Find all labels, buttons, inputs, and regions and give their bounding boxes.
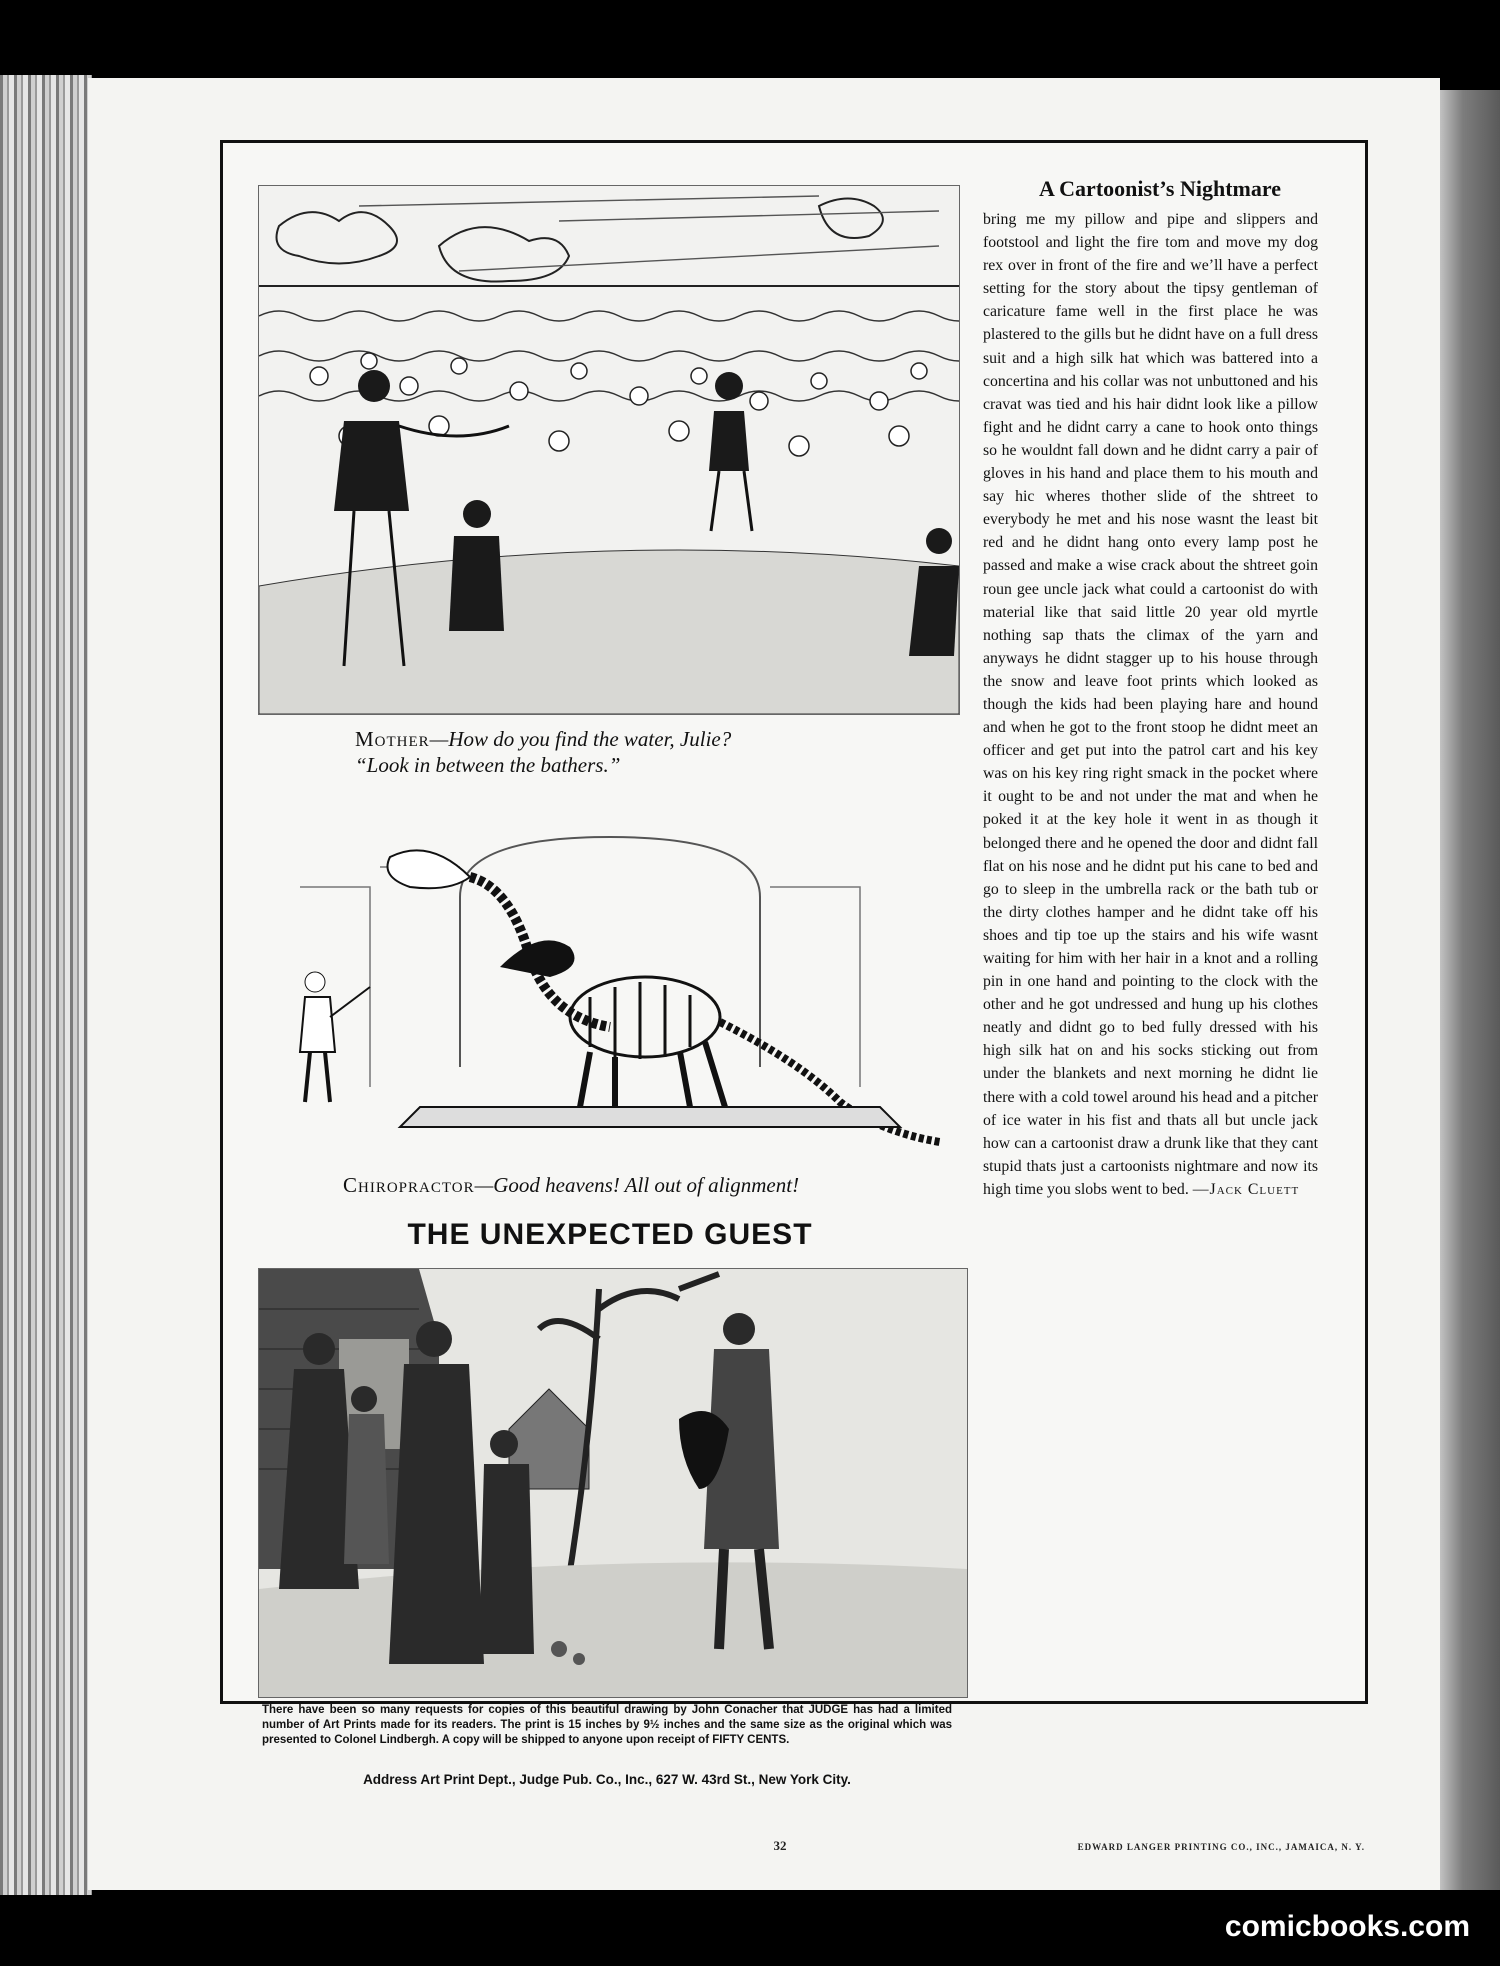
guest-cartoon — [258, 1268, 968, 1698]
beach-caption-line1: —How do you find the water, Julie? — [429, 727, 732, 751]
dinosaur-caption-speaker: Chiropractor — [343, 1173, 475, 1197]
watermark: comicbooks.com — [1224, 1910, 1470, 1943]
beach-caption-speaker: Mother — [355, 727, 430, 751]
beach-cartoon-icon — [259, 186, 959, 714]
dinosaur-skeleton-icon — [270, 807, 960, 1167]
page-number: 32 — [773, 1838, 787, 1853]
art-print-address: Address Art Print Dept., Judge Pub. Co., Inc., 627 W. 43rd St., New York City. — [363, 1772, 851, 1787]
article-title: A Cartoonist’s Nightmare — [1039, 176, 1281, 201]
printer-credit: EDWARD LANGER PRINTING CO., INC., JAMAICA, N. Y. — [1077, 1842, 1365, 1852]
article-body — [983, 208, 1318, 1201]
beach-caption-line2: “Look in between the bathers.” — [355, 753, 621, 777]
beach-cartoon — [258, 185, 960, 715]
dinosaur-cartoon — [270, 807, 960, 1167]
guest-title: THE UNEXPECTED GUEST — [407, 1218, 813, 1251]
book-spine-left — [0, 75, 92, 1895]
art-print-note: There have been so many requests for copies of this beautiful drawing by John Conacher that JUDGE has had a limited number of Art Prints made for its readers. The print is 15 inches by 9½ inches and the same size as the original which was presented to Colonel Lindbergh. A copy will be shipped to anyone upon receipt of FIFTY CENTS. — [262, 1704, 952, 1746]
dinosaur-caption — [343, 1172, 943, 1198]
beach-caption — [355, 726, 875, 778]
article-text: bring me my pillow and pipe and slippers and footstool and light the fire tom and move my dog rex over in front of the fire and we’ll have a perfect setting for the story about the tipsy gentleman of caricature fame well in the first place he was plastered to the gills but he didnt have on a full dress suit and a high silk hat which was battered into a concertina and his collar was not unbuttoned and his cravat was tied and his hair didnt look like a pillow fight and he didnt carry a cane to hook onto things so he wouldnt fall down and he didnt carry a pair of gloves in his hand and place them to his mouth and say hic wheres thother slide of the shtreet to everybody he met and his nose wasnt the least bit red and he didnt hang onto every lamp post he passed and make a wise crack about the shtreet goin roun gee uncle jack what could a cartoonist do with material like that said little 20 year old myrtle nothing sap thats the climax of the yarn and anyways he didnt stagger up to his house through the snow and leave foot prints which looked as though the kids had been playing hare and hound and when he got to the front stoop he didnt meet an officer and get put into the patrol cart and his key was on his key ring right smack in the pocket where it ought to be and not under the mat and when he poked it at the key hole it went in as though it belonged there and he opened the door and didnt fall flat on his nose and he didnt put his cane to bed and go to sleep in the umbrella rack or the bath tub or the dirty clothes hamper and he didnt take off his shoes and tip toe up the stairs and his wife wasnt waiting for him with her hair in a knot and a rolling pin in one hand and pointing to the clock with the other and he got undressed and hung up his clothes neatly and didnt go to bed fully dressed with his high silk hat on and his socks sticking out from under the blankets and next morning he didnt lie there with a cold towel around his head and a pitcher of ice water in his fist and thats all but uncle jack how can a cartoonist draw a drunk like that they cant stupid thats just a cartoonists nightmare and now its high time you slobs went to bed. — [983, 211, 1318, 1198]
article-signature: —Jack Cluett — [1192, 1180, 1300, 1198]
soldier-homecoming-icon — [259, 1269, 967, 1697]
book-edge-right — [1438, 90, 1500, 1890]
dinosaur-caption-line: —Good heavens! All out of alignment! — [474, 1173, 800, 1197]
